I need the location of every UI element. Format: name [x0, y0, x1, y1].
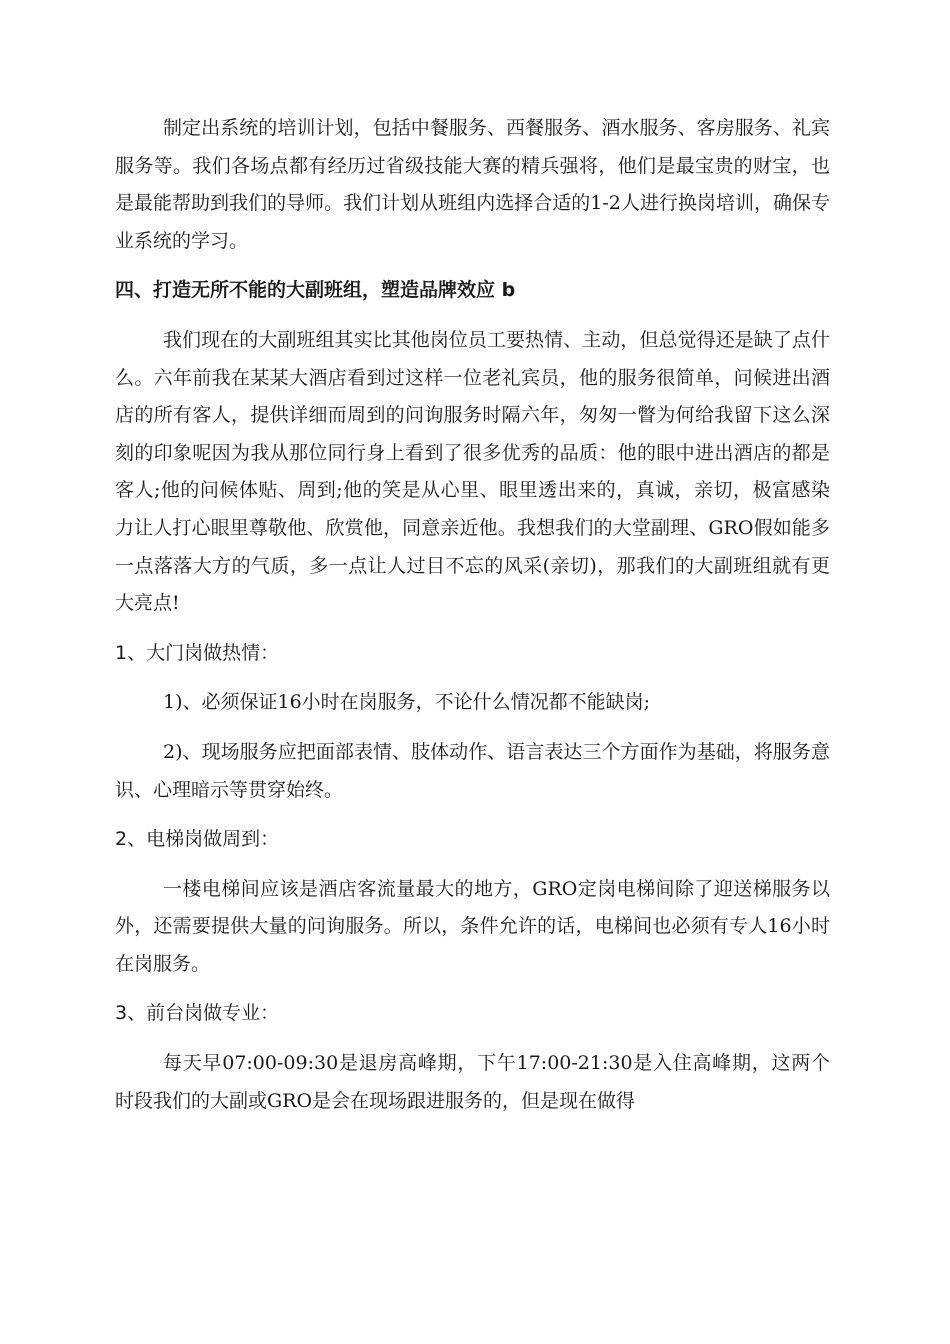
lobby-team-paragraph: 我们现在的大副班组其实比其他岗位员工要热情、主动，但总觉得还是缺了点什么。六年前我在某某大酒店看到过这样一位老礼宾员，他的服务很简单，问候进出酒店的所有客人，提供详细而周到的问询服务时隔六年，匆匆一瞥为何给我留下这么深刻的印象呢因为我从那位同行身上看到了很多优秀的品质：他的眼中进出酒店的都是客人;他的问候体贴、周到;他的笑是从心里、眼里透出来的，真诚，亲切，极富感染力让人打心眼里尊敬他、欣赏他，同意亲近他。我想我们的大堂副理、GRO假如能多一点落落大方的气质，多一点让人过目不忘的风采(亲切)，那我们的大副班组就有更大亮点! [115, 328, 830, 615]
item-elevator: 2、电梯岗做周到： [115, 828, 280, 851]
elevator-paragraph: 一楼电梯间应该是酒店客流量最大的地方，GRO定岗电梯间除了迎送梯服务以外，还需要提供大量的问询服务。所以，条件允许的话，电梯间也必须有专人16小时在岗服务。 [115, 877, 830, 975]
training-plan-paragraph: 制定出系统的培训计划，包括中餐服务、西餐服务、酒水服务、客房服务、礼宾服务等。我们各场点都有经历过省级技能大赛的精兵强将，他们是最宝贵的财宝，也是最能帮助到我们的导师。我们计划从班组内选择合适的1-2人进行换岗培训，确保专业系统的学习。 [115, 117, 830, 252]
sub-item-1: 1)、必须保证16小时在岗服务，不论什么情况都不能缺岗; [163, 691, 651, 714]
document-body [115, 110, 830, 1120]
item-main-door: 1、大门岗做热情： [115, 641, 280, 664]
sub-item-2: 2)、现场服务应把面部表情、肢体动作、语言表达三个方面作为基础，将服务意识、心理暗示等贯穿始终。 [115, 740, 830, 801]
front-desk-paragraph: 每天早07:00-09:30是退房高峰期，下午17:00-21:30是入住高峰期，这两个时段我们的大副或GRO是会在现场跟进服务的，但是现在做得 [115, 1052, 830, 1112]
item-front-desk: 3、前台岗做专业： [115, 1002, 280, 1025]
section-heading-four: 四、打造无所不能的大副班组，塑造品牌效应 b [115, 279, 516, 302]
